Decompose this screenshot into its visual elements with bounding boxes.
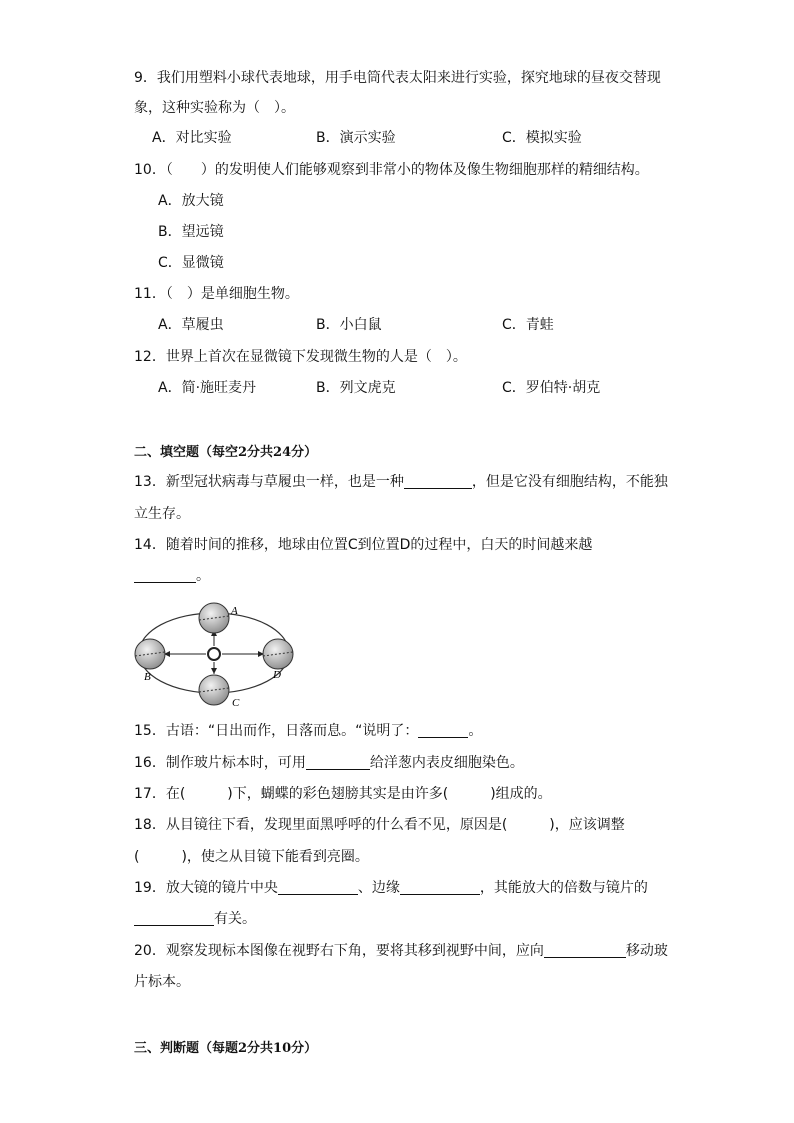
q19-line2-end: 有关。 xyxy=(214,911,256,927)
q18-line1: 18．从目镜往下看，发现里面黑呼呼的什么看不见，原因是( )，应该调整 xyxy=(134,817,625,833)
earth-orbit-diagram xyxy=(130,598,302,708)
section-2-heading: 二、填空题（每空2分共24分） xyxy=(134,445,318,460)
q14-answer-blank[interactable] xyxy=(134,567,196,583)
q15-answer-blank[interactable] xyxy=(418,722,468,738)
earth-a-icon xyxy=(199,603,229,633)
sun-icon xyxy=(208,648,220,660)
q15-end: 。 xyxy=(468,723,483,739)
q13-line1 xyxy=(134,472,668,492)
earth-b-icon xyxy=(135,639,165,669)
q19-line1 xyxy=(134,878,648,898)
q20-text-a: 20．观察发现标本图像在视野右下角，要将其移到视野中间，应向 xyxy=(134,943,544,959)
q15-line xyxy=(134,721,482,741)
q17-text: 17．在( )下，蝴蝶的彩色翅膀其实是由许多( )组成的。 xyxy=(134,786,552,802)
q14-end: 。 xyxy=(196,568,210,584)
q16-text-a: 16．制作玻片标本时，可用 xyxy=(134,755,306,771)
q12-option-b: B．列文虎克 xyxy=(316,380,396,396)
q10-option-c: C．显微镜 xyxy=(158,255,224,271)
q18-line2: ( )，使之从目镜下能看到亮圈。 xyxy=(134,849,369,865)
q9-option-b: B．演示实验 xyxy=(316,130,396,146)
q19-text-c: ，其能放大的倍数与镜片的 xyxy=(479,880,648,896)
q19-text-a: 19．放大镜的镜片中央 xyxy=(134,880,278,896)
q11-text: 11．（ ）是单细胞生物。 xyxy=(134,286,299,302)
q9-option-c: C．模拟实验 xyxy=(502,130,582,146)
q13-text-b: ，但是它没有细胞结构，不能独 xyxy=(471,474,668,490)
q10-option-a: A．放大镜 xyxy=(158,193,224,209)
q14-text: 14．随着时间的推移，地球由位置C到位置D的过程中，白天的时间越来越 xyxy=(134,537,593,553)
q20-line1 xyxy=(134,941,668,961)
q9-option-a: A．对比实验 xyxy=(152,130,232,146)
q13-line2: 立生存。 xyxy=(134,506,190,522)
q19-text-b: 、边缘 xyxy=(357,880,400,896)
q12-option-c: C．罗伯特·胡克 xyxy=(502,380,601,396)
q13-answer-blank[interactable] xyxy=(404,473,472,489)
q19-answer-blank-2[interactable] xyxy=(400,879,480,895)
earth-d-icon xyxy=(263,639,293,669)
earth-c-icon xyxy=(199,675,229,705)
label-c: C xyxy=(232,697,240,708)
q11-option-a: A．草履虫 xyxy=(158,317,224,333)
q10-option-b: B．望远镜 xyxy=(158,224,224,240)
q20-text-b: 移动玻 xyxy=(625,943,668,959)
q19-answer-blank-1[interactable] xyxy=(278,879,358,895)
q10-text: 10．（ ）的发明使人们能够观察到非常小的物体及像生物细胞那样的精细结构。 xyxy=(134,162,649,178)
q13-text-a: 13．新型冠状病毒与草履虫一样，也是一种 xyxy=(134,474,404,490)
q15-text-a: 15．古语：“日出而作，日落而息。“说明了： xyxy=(134,723,419,739)
q12-text: 12．世界上首次在显微镜下发现微生物的人是（ ）。 xyxy=(134,349,467,365)
q16-answer-blank[interactable] xyxy=(306,754,370,770)
q19-answer-blank-3[interactable] xyxy=(134,910,214,926)
q9-line1: 9．我们用塑料小球代表地球，用手电筒代表太阳来进行实验，探究地球的昼夜交替现 xyxy=(134,70,661,86)
q16-line xyxy=(134,753,524,773)
q16-text-b: 给洋葱内表皮细胞染色。 xyxy=(369,755,524,771)
q20-answer-blank[interactable] xyxy=(544,942,626,958)
q20-line2: 片标本。 xyxy=(134,974,190,990)
q19-line2 xyxy=(134,909,256,929)
q9-line2: 象，这种实验称为（ ）。 xyxy=(134,100,295,116)
label-a: A xyxy=(231,605,238,617)
section-3-heading: 三、判断题（每题2分共10分） xyxy=(134,1041,318,1056)
label-b: B xyxy=(144,671,151,683)
label-d: D xyxy=(273,669,281,681)
q14-line2 xyxy=(134,566,210,586)
q12-option-a: A．简·施旺麦丹 xyxy=(158,380,257,396)
q11-option-c: C．青蛙 xyxy=(502,317,554,333)
q11-option-b: B．小白鼠 xyxy=(316,317,382,333)
